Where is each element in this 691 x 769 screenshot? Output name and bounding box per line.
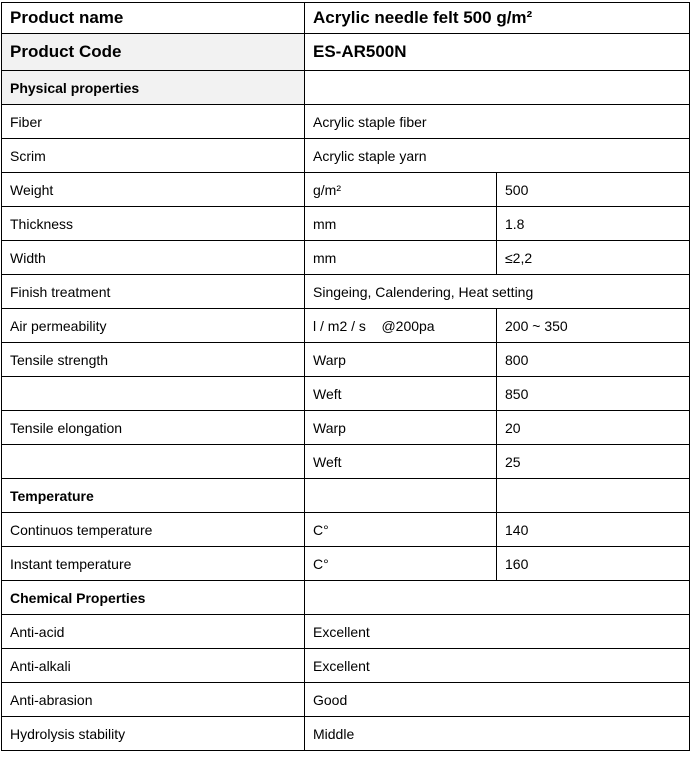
table-row [2, 547, 690, 581]
empty-cell [497, 479, 690, 513]
empty-cell [305, 581, 690, 615]
product-code-value: ES-AR500N [305, 34, 690, 71]
tensile-elongation-label: Tensile elongation [2, 411, 305, 445]
spec-table [1, 2, 690, 751]
tensile-strength-weft-value: 850 [497, 377, 690, 411]
table-row [2, 173, 690, 207]
product-code-label: Product Code [2, 34, 305, 71]
table-row [2, 71, 690, 105]
table-row [2, 649, 690, 683]
table-row [2, 479, 690, 513]
tensile-elongation-warp-value: 20 [497, 411, 690, 445]
section-temperature: Temperature [2, 479, 305, 513]
tensile-strength-warp-value: 800 [497, 343, 690, 377]
empty-cell [2, 377, 305, 411]
thickness-unit: mm [305, 207, 497, 241]
anti-acid-label: Anti-acid [2, 615, 305, 649]
scrim-value: Acrylic staple yarn [305, 139, 690, 173]
tensile-elongation-weft-label: Weft [305, 445, 497, 479]
instant-temperature-unit: C° [305, 547, 497, 581]
table-row [2, 241, 690, 275]
air-permeability-unit: l / m2 / s @200pa [305, 309, 497, 343]
scrim-label: Scrim [2, 139, 305, 173]
continuous-temperature-label: Continuos temperature [2, 513, 305, 547]
instant-temperature-label: Instant temperature [2, 547, 305, 581]
continuous-temperature-unit: C° [305, 513, 497, 547]
air-permeability-label: Air permeability [2, 309, 305, 343]
table-row [2, 3, 690, 34]
table-row [2, 105, 690, 139]
table-row [2, 615, 690, 649]
anti-alkali-label: Anti-alkali [2, 649, 305, 683]
empty-cell [2, 445, 305, 479]
thickness-value: 1.8 [497, 207, 690, 241]
table-row [2, 445, 690, 479]
weight-value: 500 [497, 173, 690, 207]
tensile-strength-label: Tensile strength [2, 343, 305, 377]
table-row [2, 717, 690, 751]
table-row [2, 207, 690, 241]
table-row [2, 513, 690, 547]
fiber-value: Acrylic staple fiber [305, 105, 690, 139]
anti-acid-value: Excellent [305, 615, 690, 649]
product-name-label: Product name [2, 3, 305, 34]
tensile-strength-warp-label: Warp [305, 343, 497, 377]
thickness-label: Thickness [2, 207, 305, 241]
tensile-strength-weft-label: Weft [305, 377, 497, 411]
empty-cell [305, 479, 497, 513]
product-name-value: Acrylic needle felt 500 g/m² [305, 3, 690, 34]
table-row [2, 343, 690, 377]
table-row [2, 34, 690, 71]
table-row [2, 139, 690, 173]
anti-abrasion-value: Good [305, 683, 690, 717]
table-row [2, 581, 690, 615]
tensile-elongation-weft-value: 25 [497, 445, 690, 479]
section-physical-properties: Physical properties [2, 71, 305, 105]
section-chemical-properties: Chemical Properties [2, 581, 305, 615]
table-row [2, 309, 690, 343]
hydrolysis-stability-value: Middle [305, 717, 690, 751]
weight-label: Weight [2, 173, 305, 207]
hydrolysis-stability-label: Hydrolysis stability [2, 717, 305, 751]
instant-temperature-value: 160 [497, 547, 690, 581]
anti-abrasion-label: Anti-abrasion [2, 683, 305, 717]
fiber-label: Fiber [2, 105, 305, 139]
width-unit: mm [305, 241, 497, 275]
anti-alkali-value: Excellent [305, 649, 690, 683]
table-row [2, 275, 690, 309]
table-row [2, 411, 690, 445]
table-row [2, 377, 690, 411]
air-permeability-value: 200 ~ 350 [497, 309, 690, 343]
weight-unit: g/m² [305, 173, 497, 207]
tensile-elongation-warp-label: Warp [305, 411, 497, 445]
finish-treatment-label: Finish treatment [2, 275, 305, 309]
empty-cell [305, 71, 690, 105]
finish-treatment-value: Singeing, Calendering, Heat setting [305, 275, 690, 309]
width-label: Width [2, 241, 305, 275]
width-value: ≤2,2 [497, 241, 690, 275]
continuous-temperature-value: 140 [497, 513, 690, 547]
table-row [2, 683, 690, 717]
